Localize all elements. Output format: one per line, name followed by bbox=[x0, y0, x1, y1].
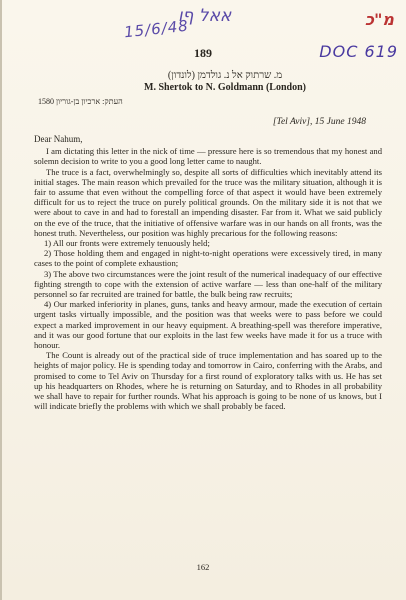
salutation: Dear Nahum, bbox=[34, 134, 83, 144]
handwritten-corner-mark: מ"כ bbox=[365, 10, 394, 29]
hebrew-source-note: העתק: ארכיון בן-גוריון 1580 bbox=[38, 97, 123, 106]
page-number: 189 bbox=[194, 46, 212, 60]
list-item: 2) Those holding them and engaged in night-to-night operations were excessively tired, in many cases to the point of complete exhaustion; bbox=[34, 248, 382, 269]
paragraph: The truce is a fact, overwhelmingly so, despite all sorts of difficulties which inevitably attend its initial stages. The main reason which prevailed for the truce was the military situation, although it is fair to assume that even without the compelling force of that aspect it would have been extremely difficult for us to reject the truce on purely political grounds. On the military side it is not that we were about to cave in and had to forestall an impending disaster. Far from it. What we said publicly on the eve of the truce, that the initiative of offensive warfare was in our hands on all fronts, was the honest truth. Nevertheless, our position was highly precarious for the following reasons: bbox=[34, 166, 382, 238]
handwritten-top-mark: אאל ףו bbox=[178, 6, 232, 26]
letter-body bbox=[34, 134, 382, 411]
page-fold-shadow bbox=[0, 0, 2, 600]
list-item: 3) The above two circumstances were the joint result of the numerical inadequacy of our effective fighting strength to cope with the extension of active warfare — less than one-half of the military personnel so far recruited are trained for battle, the bulk being raw recruits; bbox=[34, 268, 382, 300]
hebrew-title: מ. שרתוק אל נ. גולדמן (לונדון) bbox=[167, 70, 283, 81]
handwritten-doc-code: DOC 619 bbox=[319, 42, 398, 61]
handwritten-date: 15/6/48 bbox=[123, 16, 190, 42]
paragraph: I am dictating this letter in the nick of time — pressure here is so tremendous that my honest and solemn decision to write to you a good long letter came to naught. bbox=[34, 146, 382, 167]
list-item: 1) All our fronts were extremely tenuously held; bbox=[44, 238, 210, 249]
list-item: 4) Our marked inferiority in planes, guns, tanks and heavy armour, made the execution of certain urgent tasks virtually impossible, and the position was that weeks were to pass before we could expect a marked improvement in our heavy equipment. A breathing-spell was therefore imperative, and it was our good fortune that our exploits in the last few weeks have made it for us a truce with honour. bbox=[34, 299, 382, 351]
english-title: M. Shertok to N. Goldmann (London) bbox=[144, 82, 306, 93]
footer-page-number: 162 bbox=[196, 562, 210, 572]
paragraph: The Count is already out of the practical side of truce implementation and has soared up to the heights of major policy. He is spending today and tomorrow in Cairo, conferring with the Arabs, and promised to come to Tel Aviv on Thursday for a first round of exploratory talks with us. He has set up his headquarters on Rhodes, where he is returning on Saturday, and to Rhodes in all probability we shall have to repair for further rounds. What his approach is going to be none of us knows, but I will indicate briefly the problems with which we shall probably be faced. bbox=[34, 350, 382, 412]
dateline: [Tel Aviv], 15 June 1948 bbox=[272, 117, 366, 127]
